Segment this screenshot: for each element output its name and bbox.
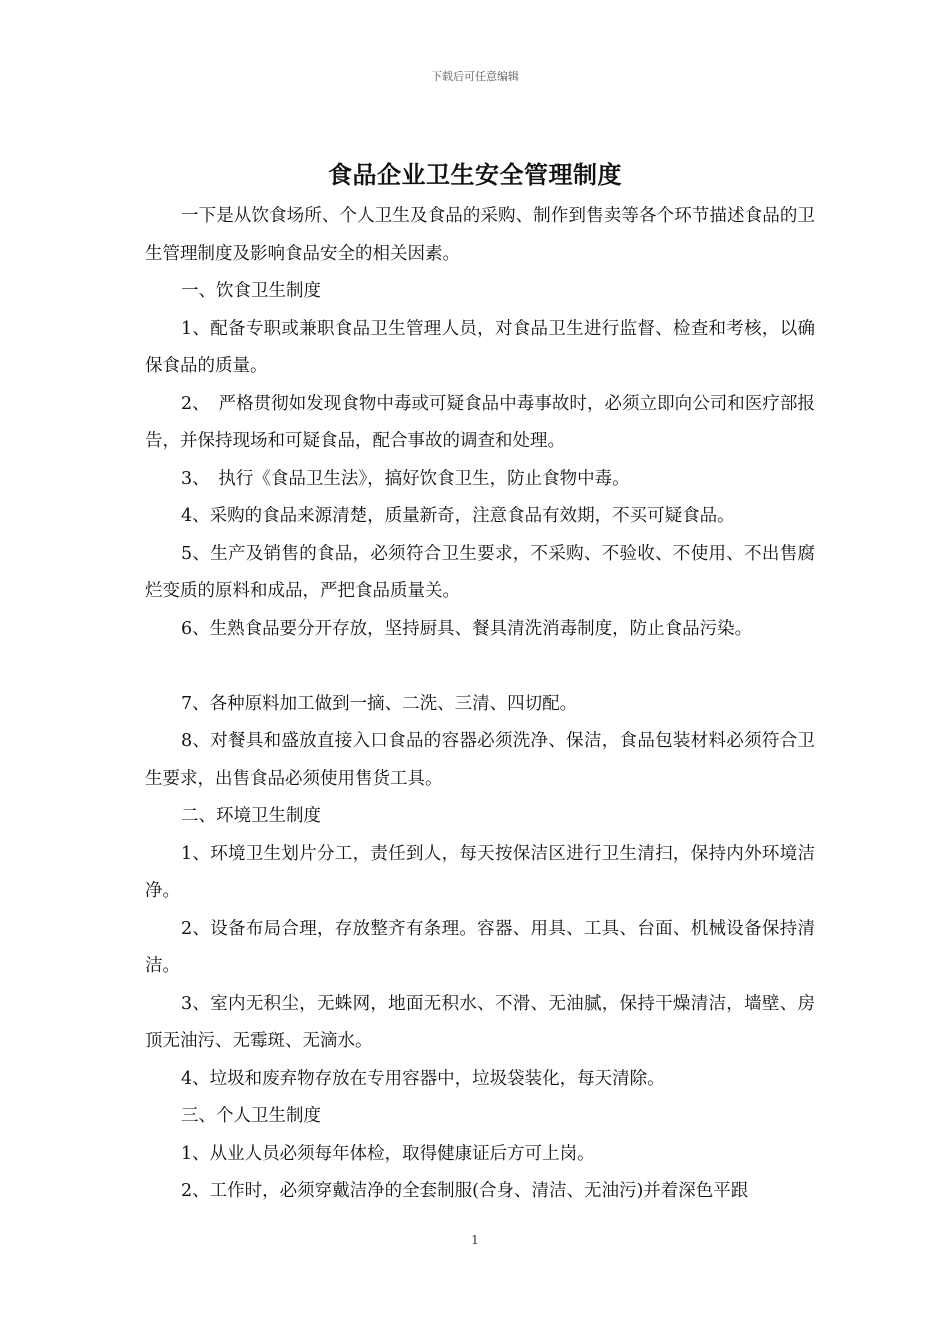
food-rule-8: 8、对餐具和盛放直接入口食品的容器必须洗净、保洁，食品包装材料必须符合卫生要求，出售食品必须使用售货工具。 — [145, 731, 815, 789]
food-rule-6: 6、生熟食品要分开存放，坚持厨具、餐具清洗消毒制度，防止食品污染。 — [181, 618, 753, 639]
food-rule-7: 7、各种原料加工做到一摘、二洗、三清、四切配。 — [181, 693, 578, 714]
blank-line — [145, 648, 815, 686]
intro-paragraph: 一下是从饮食场所、个人卫生及食品的采购、制作到售卖等各个环节描述食品的卫生管理制度及影响食品安全的相关因素。 — [145, 206, 815, 264]
page-number: 1 — [471, 1233, 479, 1247]
personal-rule-2: 2、工作时，必须穿戴洁净的全套制服(合身、清洁、无油污)并着深色平跟 — [181, 1181, 749, 1201]
environment-rule-1: 1、环境卫生划片分工，责任到人，每天按保洁区进行卫生清扫，保持内外环境洁净。 — [145, 843, 815, 901]
food-rule-4: 4、采购的食品来源清楚，质量新奇，注意食品有效期，不买可疑食品。 — [181, 506, 735, 526]
document-title: 食品企业卫生安全管理制度 — [328, 161, 622, 189]
food-rule-1: 1、配备专职或兼职食品卫生管理人员，对食品卫生进行监督、检查和考核，以确保食品的质量。 — [145, 318, 815, 376]
section-heading-food-hygiene: 一、饮食卫生制度 — [181, 281, 321, 301]
section-heading-personal-hygiene: 三、个人卫生制度 — [181, 1106, 321, 1126]
environment-rule-2: 2、设备布局合理，存放整齐有条理。容器、用具、工具、台面、机械设备保持清洁。 — [145, 918, 815, 976]
environment-rule-3: 3、室内无积尘，无蛛网，地面无积水、不滑、无油腻，保持干燥清洁，墙壁、房顶无油污、无霉斑、无滴水。 — [145, 993, 815, 1051]
food-rule-3: 3、 执行《食品卫生法》，搞好饮食卫生，防止食物中毒。 — [181, 468, 630, 489]
food-rule-5: 5、生产及销售的食品，必须符合卫生要求，不采购、不验收、不使用、不出售腐烂变质的原料和成品，严把食品质量关。 — [145, 543, 815, 601]
header-note: 下载后可任意编辑 — [431, 70, 519, 83]
food-rule-2: 2、 严格贯彻如发现食物中毒或可疑食品中毒事故时，必须立即向公司和医疗部报告，并保持现场和可疑食品，配合事故的调查和处理。 — [145, 393, 815, 451]
document-body — [145, 198, 815, 1211]
environment-rule-4: 4、垃圾和废弃物存放在专用容器中，垃圾袋装化，每天清除。 — [181, 1068, 665, 1089]
section-heading-environment: 二、环境卫生制度 — [181, 806, 321, 826]
personal-rule-1: 1、从业人员必须每年体检，取得健康证后方可上岗。 — [181, 1143, 595, 1164]
